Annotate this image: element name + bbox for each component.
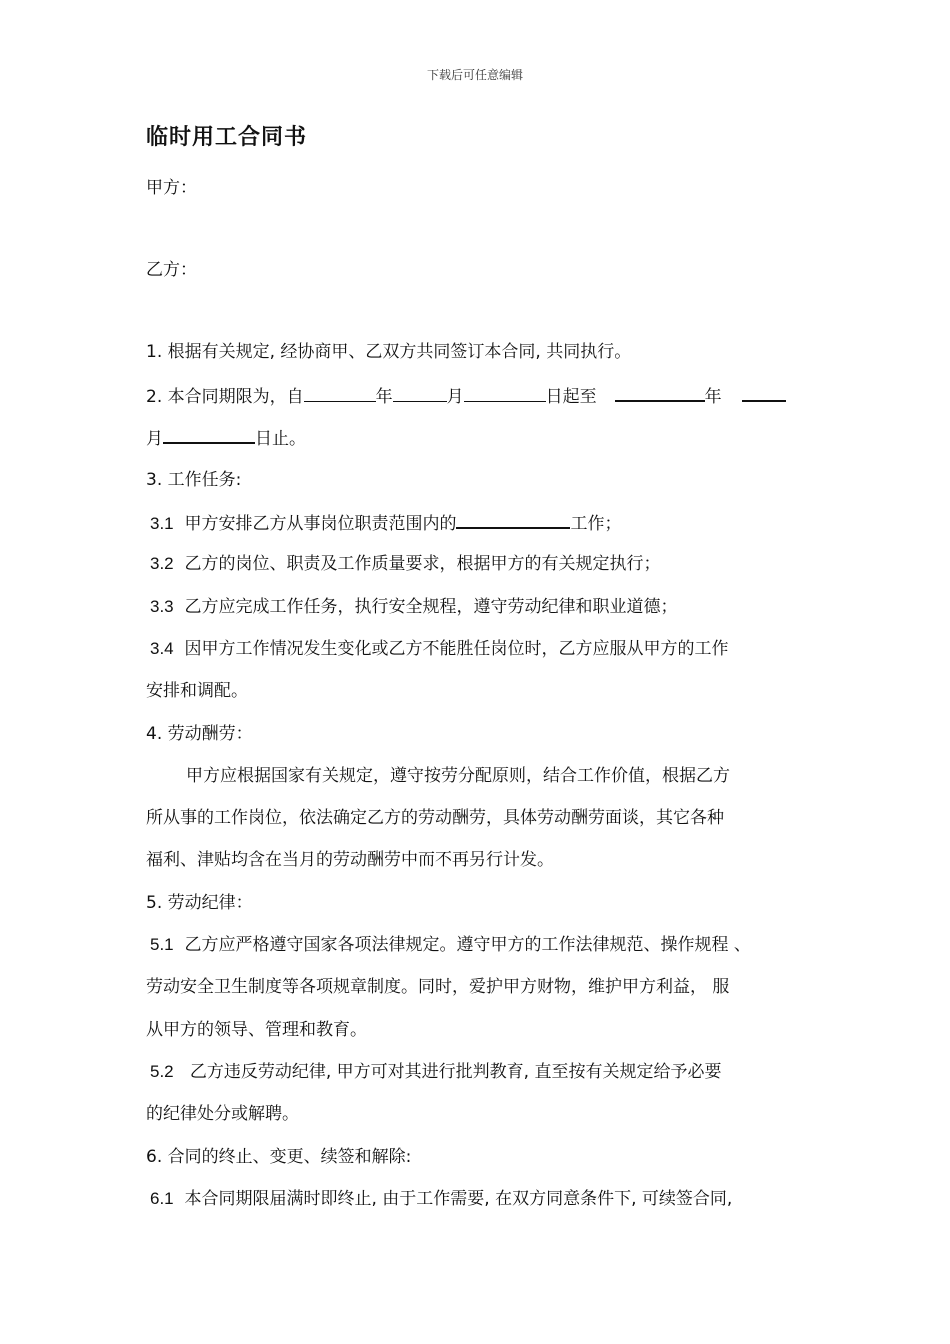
clause-2-end: 日止。	[255, 429, 306, 449]
clause-5-1-line-1	[150, 933, 751, 957]
end-year-blank[interactable]	[615, 383, 705, 402]
clause-5-1-number: 5.1	[150, 935, 174, 954]
clause-3-3-text: 乙方应完成工作任务，执行安全规程，遵守劳动纪律和职业道德；	[184, 597, 678, 617]
start-month-blank[interactable]	[393, 384, 447, 402]
party-a-label: 甲方：	[146, 178, 197, 198]
clause-5-2-line-2: 的纪律处分或解聘。	[146, 1104, 299, 1124]
clause-3-1-number: 3.1	[150, 514, 174, 533]
header-note: 下载后可任意编辑	[426, 68, 523, 82]
clause-6-1-number: 6.1	[150, 1189, 174, 1208]
document-title: 临时用工合同书	[146, 125, 308, 150]
clause-5-heading: 5. 劳动纪律：	[146, 893, 253, 913]
clause-2-day-1: 日起至	[545, 387, 597, 407]
clause-2-month-1: 月	[446, 387, 464, 407]
clause-4-line-3: 福利、津贴均含在当月的劳动酬劳中而不再另行计发。	[146, 850, 554, 870]
clause-3-2-number: 3.2	[150, 554, 174, 573]
party-b-label: 乙方：	[146, 260, 197, 280]
clause-3-2	[150, 552, 660, 576]
post-duty-blank[interactable]	[456, 510, 570, 529]
clause-3-3	[150, 595, 677, 619]
clause-5-1-line-3: 从甲方的领导、管理和教育。	[146, 1020, 367, 1040]
clause-2-year-2: 年	[704, 387, 722, 407]
end-day-blank[interactable]	[163, 425, 255, 444]
clause-5-1-line-2: 劳动安全卫生制度等各项规章制度。同时，爱护甲方财物，维护甲方利益， 服	[146, 977, 730, 997]
clause-4-line-2: 所从事的工作岗位，依法确定乙方的劳动酬劳，具体劳动酬劳面谈，其它各种	[146, 808, 724, 828]
clause-1: 1. 根据有关规定, 经协商甲、乙双方共同签订本合同, 共同执行。	[146, 342, 632, 362]
clause-2-month-2: 月	[146, 429, 163, 449]
clause-2-line-2	[146, 425, 306, 451]
start-year-blank[interactable]	[304, 384, 376, 402]
clause-4-line-1: 甲方应根据国家有关规定，遵守按劳分配原则，结合工作价值，根据乙方	[186, 766, 730, 786]
clause-3-4-line-2: 安排和调配。	[146, 681, 248, 701]
clause-4-heading: 4. 劳动酬劳：	[146, 724, 253, 744]
clause-3-4-line-1	[150, 637, 728, 661]
clause-3-4-number: 3.4	[150, 639, 174, 658]
clause-6-1-text-1: 本合同期限届满时即终止, 由于工作需要, 在双方同意条件下, 可续签合同,	[184, 1189, 733, 1209]
clause-6-heading: 6. 合同的终止、变更、续签和解除:	[146, 1147, 412, 1167]
clause-3-1-prefix: 甲方安排乙方从事岗位职责范围内的	[184, 514, 457, 534]
clause-2-line-1	[146, 383, 786, 409]
clause-5-2-text-1: 乙方违反劳动纪律, 甲方可对其进行批判教育, 直至按有关规定给予必要	[189, 1062, 722, 1082]
clause-3-heading: 3. 工作任务:	[146, 470, 242, 490]
clause-5-2-line-1	[150, 1060, 721, 1084]
clause-2-prefix: 2. 本合同期限为，自	[146, 387, 304, 407]
clause-5-2-number: 5.2	[150, 1062, 174, 1081]
clause-3-1-suffix: 工作；	[570, 514, 622, 534]
clause-3-1	[150, 510, 621, 536]
clause-3-4-text-1: 因甲方工作情况发生变化或乙方不能胜任岗位时，乙方应服从甲方的工作	[184, 639, 729, 659]
clause-3-3-number: 3.3	[150, 597, 174, 616]
start-day-blank[interactable]	[464, 384, 546, 402]
clause-3-2-text: 乙方的岗位、职责及工作质量要求，根据甲方的有关规定执行；	[184, 554, 661, 574]
clause-6-1-line-1	[150, 1187, 732, 1211]
end-month-blank-part[interactable]	[742, 383, 786, 402]
clause-2-year-1: 年	[375, 387, 393, 407]
clause-5-1-text-1: 乙方应严格遵守国家各项法律规定。遵守甲方的工作法律规范、操作规程 、	[184, 935, 751, 955]
